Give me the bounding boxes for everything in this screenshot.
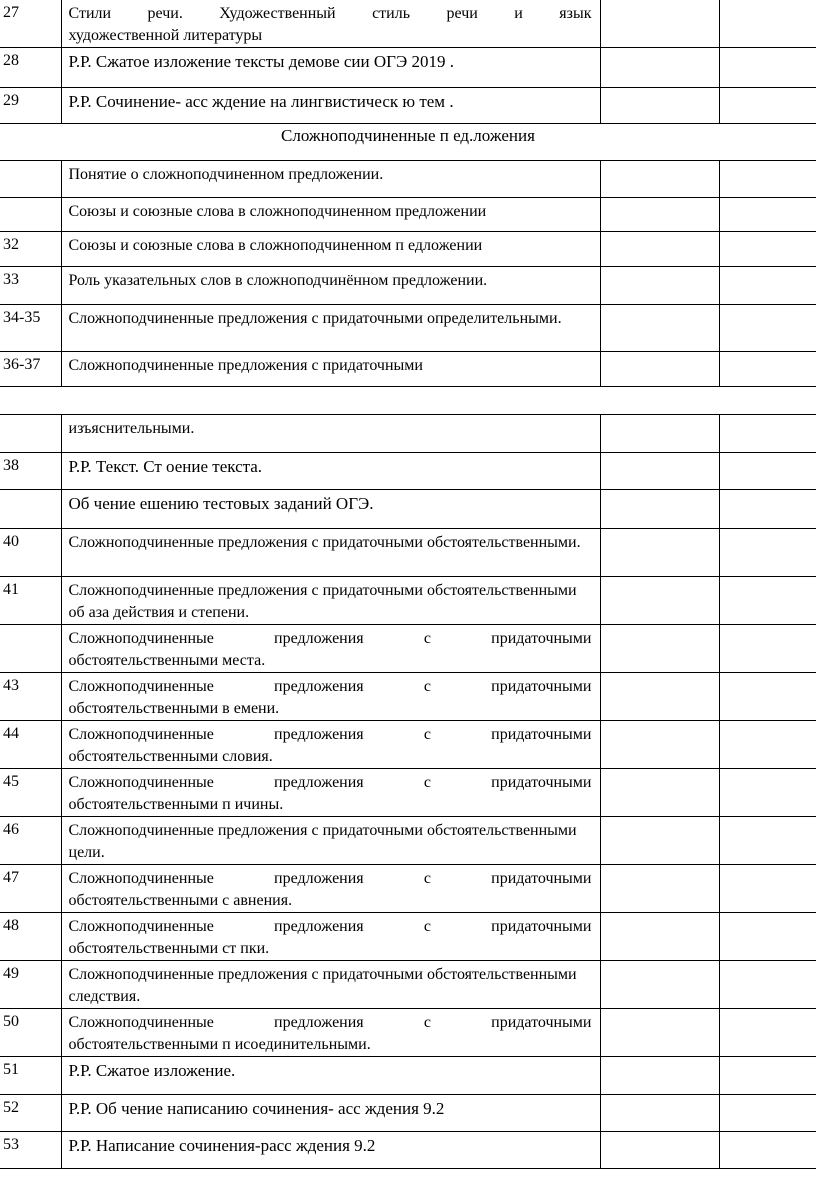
table-row xyxy=(0,1009,816,1057)
lesson-topic: Р.Р. Сочинение- асс ждение на лингвистическ ю тем . xyxy=(61,88,600,124)
lesson-topic: Сложноподчиненные предложения с придаточными определительными. xyxy=(61,305,600,352)
empty-cell xyxy=(719,529,816,577)
lesson-topic-line: Сложноподчиненные предложения с придаточными xyxy=(68,630,592,647)
lesson-number: 38 xyxy=(0,453,61,490)
lesson-topic: Сложноподчиненные предложения с придаточными xyxy=(61,352,600,387)
empty-cell xyxy=(600,352,719,387)
lesson-topic-line: обстоятельственными места. xyxy=(68,652,266,669)
table-row xyxy=(0,198,816,232)
lesson-topic-line: Сложноподчиненные предложения с придаточными xyxy=(68,726,592,743)
empty-cell xyxy=(600,769,719,817)
empty-cell xyxy=(600,817,719,865)
table-row xyxy=(0,625,816,673)
lesson-topic-line: обстоятельственными в емени. xyxy=(68,700,280,717)
table-row xyxy=(0,415,816,453)
empty-cell xyxy=(600,1095,719,1132)
empty-cell xyxy=(600,913,719,961)
lesson-topic: Р.Р. Об чение написанию сочинения- асс ждения 9.2 xyxy=(61,1095,600,1132)
lesson-number: 48 xyxy=(0,913,61,961)
table-row xyxy=(0,769,816,817)
empty-cell xyxy=(719,267,816,305)
empty-cell xyxy=(600,453,719,490)
empty-cell xyxy=(719,577,816,625)
lesson-topic xyxy=(61,721,600,769)
empty-cell xyxy=(600,1057,719,1095)
lesson-number: 29 xyxy=(0,88,61,124)
empty-cell xyxy=(600,198,719,232)
lesson-topic: Союзы и союзные слова в сложноподчиненном п едложении xyxy=(61,232,600,267)
empty-cell xyxy=(719,232,816,267)
empty-cell xyxy=(600,490,719,529)
lesson-topic xyxy=(61,673,600,721)
empty-cell xyxy=(600,577,719,625)
lesson-number: 47 xyxy=(0,865,61,913)
lesson-plan-table-top xyxy=(0,0,816,387)
lesson-number: 45 xyxy=(0,769,61,817)
empty-cell xyxy=(600,161,719,198)
table-row xyxy=(0,48,816,88)
table-row xyxy=(0,267,816,305)
empty-cell xyxy=(719,1009,816,1057)
empty-cell xyxy=(719,865,816,913)
table-row xyxy=(0,1057,816,1095)
table-row xyxy=(0,161,816,198)
table-row xyxy=(0,305,816,352)
empty-cell xyxy=(600,625,719,673)
empty-cell xyxy=(719,198,816,232)
table-row xyxy=(0,1095,816,1132)
lesson-number: 46 xyxy=(0,817,61,865)
empty-cell xyxy=(600,305,719,352)
empty-cell xyxy=(719,0,816,48)
empty-cell xyxy=(719,352,816,387)
lesson-topic: Р.Р. Сжатое изложение. xyxy=(61,1057,600,1095)
table-row xyxy=(0,352,816,387)
lesson-topic-line: Сложноподчиненные предложения с придаточными xyxy=(68,870,592,887)
table-row xyxy=(0,1132,816,1169)
lesson-number: 49 xyxy=(0,961,61,1009)
lesson-topic: Р.Р. Написание сочинения-расс ждения 9.2 xyxy=(61,1132,600,1169)
empty-cell xyxy=(600,267,719,305)
lesson-topic: Об чение ешению тестовых заданий ОГЭ. xyxy=(61,490,600,529)
lesson-topic-line: Стили речи. Художественный стиль речи и язык xyxy=(68,5,592,22)
empty-cell xyxy=(600,88,719,124)
lesson-topic-line: обстоятельственными с авнения. xyxy=(68,892,293,909)
lesson-number: 32 xyxy=(0,232,61,267)
lesson-topic-line: обстоятельственными п исоединительными. xyxy=(68,1036,371,1053)
lesson-number xyxy=(0,161,61,198)
table-row xyxy=(0,865,816,913)
empty-cell xyxy=(719,769,816,817)
lesson-number: 52 xyxy=(0,1095,61,1132)
lesson-number: 28 xyxy=(0,48,61,88)
lesson-topic: Сложноподчиненные предложения с придаточными обстоятельственными об аза действия и степени. xyxy=(61,577,600,625)
lesson-topic-line: обстоятельственными словия. xyxy=(68,748,273,765)
lesson-topic: Роль указательных слов в сложноподчинённом предложении. xyxy=(61,267,600,305)
empty-cell xyxy=(719,913,816,961)
empty-cell xyxy=(719,625,816,673)
empty-cell xyxy=(719,161,816,198)
empty-cell xyxy=(600,415,719,453)
empty-cell xyxy=(719,305,816,352)
empty-cell xyxy=(600,865,719,913)
empty-cell xyxy=(719,1095,816,1132)
lesson-topic: Сложноподчиненные предложения с придаточными обстоятельственными цели. xyxy=(61,817,600,865)
empty-cell xyxy=(600,961,719,1009)
table-row xyxy=(0,453,816,490)
table-row xyxy=(0,529,816,577)
lesson-topic: Союзы и союзные слова в сложноподчиненном предложении xyxy=(61,198,600,232)
lesson-number xyxy=(0,625,61,673)
lesson-number xyxy=(0,490,61,529)
empty-cell xyxy=(600,721,719,769)
empty-cell xyxy=(600,673,719,721)
table-row xyxy=(0,913,816,961)
table-row xyxy=(0,0,816,48)
lesson-number: 44 xyxy=(0,721,61,769)
lesson-number: 33 xyxy=(0,267,61,305)
empty-cell xyxy=(600,0,719,48)
table-row xyxy=(0,673,816,721)
empty-cell xyxy=(719,453,816,490)
lesson-number: 41 xyxy=(0,577,61,625)
lesson-number xyxy=(0,198,61,232)
lesson-topic xyxy=(61,913,600,961)
lesson-topic: Р.Р. Текст. Ст оение текста. xyxy=(61,453,600,490)
table-row xyxy=(0,577,816,625)
lesson-number: 43 xyxy=(0,673,61,721)
table-row xyxy=(0,88,816,124)
empty-cell xyxy=(600,48,719,88)
lesson-topic-line: художественной литературы xyxy=(68,27,263,44)
lesson-topic-line: Сложноподчиненные предложения с придаточными xyxy=(68,678,592,695)
lesson-topic-line: обстоятельственными ст пки. xyxy=(68,940,270,957)
lesson-topic xyxy=(61,0,600,48)
lesson-number: 36-37 xyxy=(0,352,61,387)
section-title: Сложноподчиненные п ед.ложения xyxy=(0,124,816,161)
empty-cell xyxy=(719,88,816,124)
empty-cell xyxy=(600,232,719,267)
table-row xyxy=(0,490,816,529)
lesson-topic-line: Сложноподчиненные предложения с придаточными xyxy=(68,1014,592,1031)
lesson-number xyxy=(0,415,61,453)
empty-cell xyxy=(719,415,816,453)
empty-cell xyxy=(719,721,816,769)
empty-cell xyxy=(719,490,816,529)
section-row xyxy=(0,124,816,161)
lesson-topic-line: Сложноподчиненные предложения с придаточными xyxy=(68,918,592,935)
lesson-topic xyxy=(61,1009,600,1057)
lesson-topic xyxy=(61,625,600,673)
empty-cell xyxy=(719,48,816,88)
lesson-topic: Сложноподчиненные предложения с придаточными обстоятельственными. xyxy=(61,529,600,577)
empty-cell xyxy=(719,817,816,865)
lesson-topic: Понятие о сложноподчиненном предложении. xyxy=(61,161,600,198)
table-row xyxy=(0,961,816,1009)
lesson-number: 53 xyxy=(0,1132,61,1169)
empty-cell xyxy=(600,529,719,577)
table-row xyxy=(0,232,816,267)
lesson-number: 34-35 xyxy=(0,305,61,352)
lesson-number: 50 xyxy=(0,1009,61,1057)
lesson-topic xyxy=(61,865,600,913)
lesson-number: 27 xyxy=(0,0,61,48)
empty-cell xyxy=(719,961,816,1009)
lesson-topic-line: обстоятельственными п ичины. xyxy=(68,796,284,813)
lesson-topic xyxy=(61,769,600,817)
lesson-topic: Р.Р. Сжатое изложение тексты демове сии ОГЭ 2019 . xyxy=(61,48,600,88)
table-row xyxy=(0,817,816,865)
empty-cell xyxy=(600,1009,719,1057)
lesson-number: 40 xyxy=(0,529,61,577)
lesson-topic: изъяснительными. xyxy=(61,415,600,453)
empty-cell xyxy=(719,1057,816,1095)
empty-cell xyxy=(719,673,816,721)
lesson-topic: Сложноподчиненные предложения с придаточными обстоятельственными следствия. xyxy=(61,961,600,1009)
lesson-topic-line: Сложноподчиненные предложения с придаточными xyxy=(68,774,592,791)
lesson-plan-table-bottom xyxy=(0,414,816,1169)
empty-cell xyxy=(719,1132,816,1169)
table-row xyxy=(0,721,816,769)
lesson-number: 51 xyxy=(0,1057,61,1095)
empty-cell xyxy=(600,1132,719,1169)
